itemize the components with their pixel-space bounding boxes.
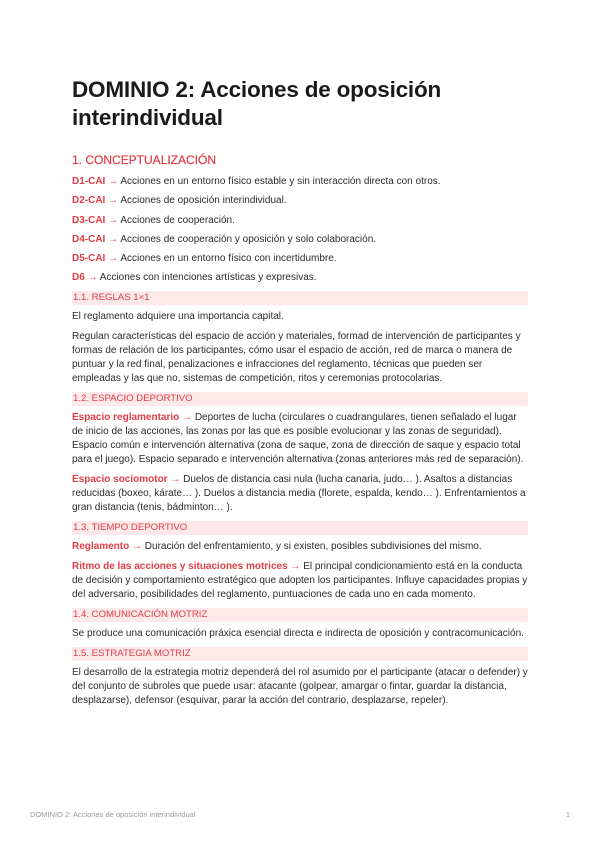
definition-text: Acciones de oposición interindividual. bbox=[118, 195, 287, 207]
tiempo-paragraph-1 bbox=[72, 540, 528, 554]
subsection-heading-reglas: 1.1. REGLAS 1×1 bbox=[72, 291, 528, 305]
page-number: 1 bbox=[565, 810, 570, 819]
subsection-heading-comunicacion: 1.4. COMUNICACIÓN MOTRIZ bbox=[72, 608, 528, 622]
definition-key: D1-CAI → bbox=[72, 176, 119, 187]
subsection-heading-tiempo: 1.3. TIEMPO DEPORTIVO bbox=[72, 521, 528, 535]
definition-text: Acciones de cooperación. bbox=[118, 214, 235, 226]
section-heading-conceptualizacion: 1. CONCEPTUALIZACIÓN bbox=[72, 153, 217, 167]
definition-item bbox=[72, 233, 528, 246]
footer-title: DOMINIO 2: Acciones de oposición interindividual bbox=[30, 810, 196, 819]
definition-text: Acciones con intenciones artísticas y expresivas. bbox=[97, 272, 317, 284]
definition-item bbox=[72, 214, 528, 227]
paragraph-key: Ritmo de las acciones y situaciones motrices → bbox=[72, 560, 301, 572]
subsection-heading-espacio: 1.2. ESPACIO DEPORTIVO bbox=[72, 392, 528, 406]
subsection-heading-estrategia: 1.5. ESTRATEGIA MOTRIZ bbox=[72, 647, 528, 661]
espacio-paragraph-2 bbox=[72, 473, 528, 515]
definition-text: Acciones de cooperación y oposición y solo colaboración. bbox=[118, 233, 377, 245]
definition-item bbox=[72, 175, 528, 188]
paragraph-key: Reglamento → bbox=[72, 540, 143, 552]
definition-key: D4-CAI → bbox=[72, 233, 119, 245]
definition-key: D6 → bbox=[72, 272, 98, 284]
reglas-paragraph-2: Regulan características del espacio de acción y materiales, formad de intervención de participantes y formas de relación de los participantes, cómo usar el espacio de acción, red de marca o manera de puntuar y la red final, penalizaciones e infracciones del reglamento, técnicas que pueden ser empleadas y las que no, sistemas de competición, ritos y ceremonias protocolarias. bbox=[72, 330, 521, 384]
definition-text: Acciones en un entorno físico estable y sin interacción directa con otros. bbox=[118, 176, 441, 187]
estrategia-paragraph-1: El desarrollo de la estrategia motriz dependerá del rol asumido por el participante (atacar o defender) y del conjunto de subroles que puede usar: atacante (golpear, amargar o fintar, guardar la distancia, desplazarse), defensor (esquivar, parar la acción del contrario, desplazarse, repeler). bbox=[72, 666, 528, 706]
page-footer bbox=[30, 810, 570, 820]
document-page bbox=[72, 76, 528, 714]
comunicacion-paragraph-1: Se produce una comunicación práxica esencial directa e indirecta de oposición y contracomunicación. bbox=[72, 627, 524, 639]
espacio-paragraph-1 bbox=[72, 411, 528, 467]
definition-item bbox=[72, 252, 528, 265]
tiempo-paragraph-2 bbox=[72, 560, 528, 602]
paragraph-key: Espacio sociomotor → bbox=[72, 473, 181, 485]
paragraph-key: Espacio reglamentario → bbox=[72, 411, 193, 423]
page-title: DOMINIO 2: Acciones de oposición interindividual bbox=[72, 77, 442, 130]
definition-text: Acciones en un entorno físico con incertidumbre. bbox=[118, 253, 337, 265]
definition-key: D3-CAI → bbox=[72, 214, 119, 226]
paragraph-text: Duelos de distancia casi nula (lucha canaria, judo… ). Asaltos a distancias reducidas (boxeo, kárate… ). Duelos a distancia media (florete, espalda, kendo… ). Enfrentamientos a gran distancia (tenis, bádminton… ). bbox=[72, 473, 526, 513]
definition-item bbox=[72, 194, 528, 207]
paragraph-text: Duración del enfrentamiento, y si existen, posibles subdivisiones del mismo. bbox=[142, 540, 482, 552]
paragraph-text: Deportes de lucha (circulares o cuadrangulares, tienen señalado el lugar de inicio de las acciones, las zonas por las que es posible evolucionar y las zonas de seguridad). Espacio común e intervención alternativa (zona de saque, zona de dirección de saque y espacio total para el juego). Espacio separado e intervención alternativa (zonas anteriores más red de separación). bbox=[72, 411, 524, 465]
definition-key: D2-CAI → bbox=[72, 195, 119, 207]
reglas-paragraph-1: El reglamento adquiere una importancia capital. bbox=[72, 310, 284, 322]
definition-item bbox=[72, 271, 528, 284]
paragraph-text: El principal condicionamiento está en la conducta de decisión y comportamiento estratégico que adopten los participantes. Influye capacidades propias y del adversario, posibilidades del reglamento, puntuaciones de cada uno en cada momento. bbox=[72, 560, 528, 600]
definition-key: D5-CAI → bbox=[72, 253, 119, 265]
